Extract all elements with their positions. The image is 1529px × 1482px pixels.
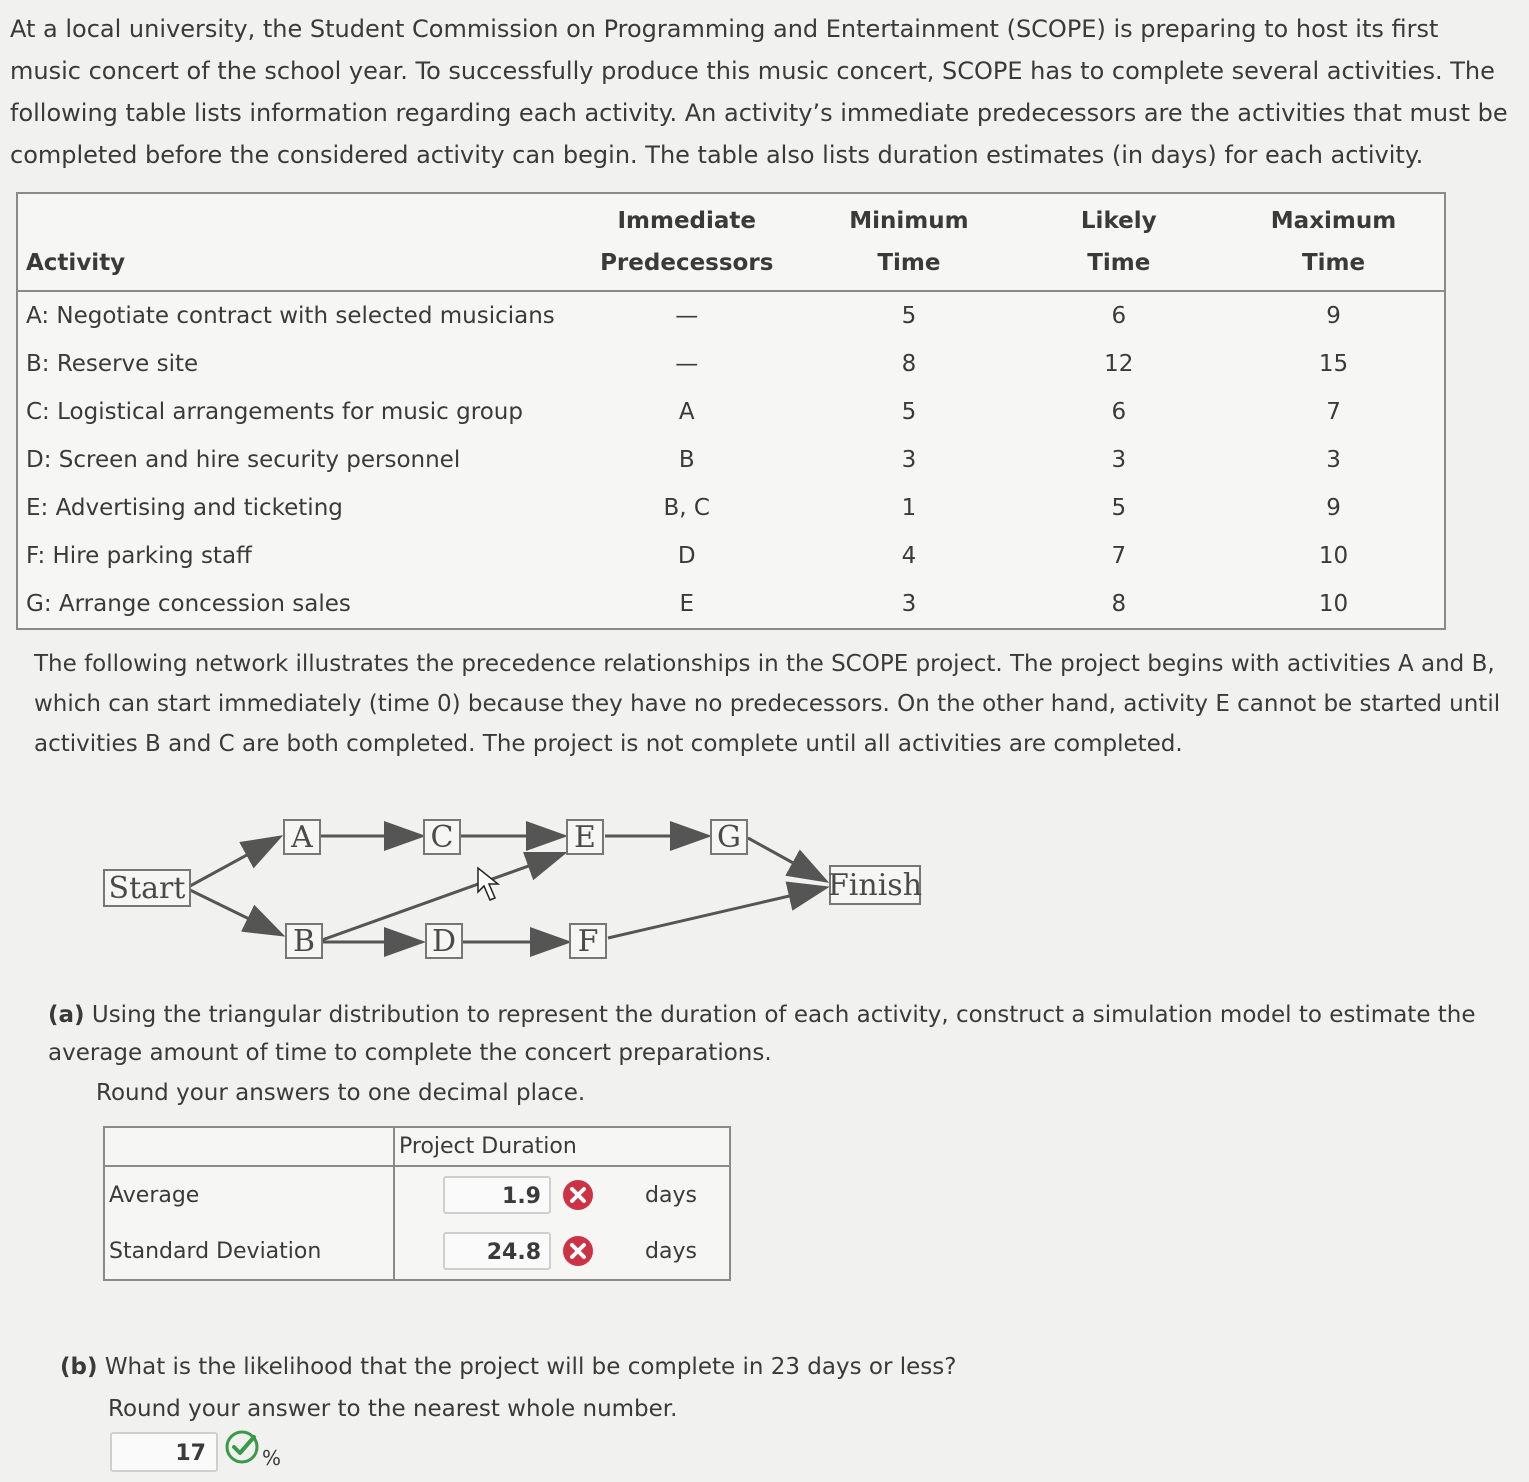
node-start-label: Start xyxy=(108,871,186,906)
node-d xyxy=(426,924,462,959)
node-e xyxy=(567,820,603,855)
header-predecessors: Immediate Predecessors xyxy=(570,193,803,291)
header-maximum: Maximum Time xyxy=(1223,193,1445,291)
std-dev-label: Standard Deviation xyxy=(109,1238,322,1264)
node-c-label: C xyxy=(430,820,454,855)
node-f xyxy=(570,924,606,959)
cell-predecessors: B xyxy=(678,447,695,473)
cell-max: 3 xyxy=(1326,447,1341,473)
part-b-question-text: What is the likelihood that the project will be complete in 23 days or less? xyxy=(104,1354,957,1380)
activity-table xyxy=(16,192,1446,630)
cell-activity: E: Advertising and ticketing xyxy=(26,495,343,521)
cell-likely: 3 xyxy=(1111,447,1127,473)
cell-min: 3 xyxy=(901,447,917,473)
cell-activity: F: Hire parking staff xyxy=(26,543,252,569)
precedence-network-diagram xyxy=(100,810,940,980)
cell-activity: G: Arrange concession sales xyxy=(26,591,351,617)
cell-activity: D: Screen and hire security personnel xyxy=(26,447,461,473)
cell-min: 5 xyxy=(901,399,917,425)
part-a-round-note: Round your answers to one decimal place. xyxy=(96,1080,586,1106)
table-row xyxy=(17,532,1445,580)
cell-min: 4 xyxy=(901,543,917,569)
cell-likely: 6 xyxy=(1111,303,1127,329)
cell-likely: 6 xyxy=(1111,399,1127,425)
cell-min: 5 xyxy=(901,303,917,329)
average-unit: days xyxy=(645,1182,697,1208)
percent-unit: % xyxy=(262,1446,282,1470)
node-start xyxy=(104,870,190,906)
cell-activity: B: Reserve site xyxy=(26,351,199,377)
cell-predecessors: D xyxy=(677,543,696,569)
cell-max: 9 xyxy=(1326,495,1341,521)
incorrect-x-icon xyxy=(562,1235,594,1267)
cell-max: 7 xyxy=(1326,399,1341,425)
edge-f-finish xyxy=(608,888,824,938)
cell-likely: 8 xyxy=(1111,591,1127,617)
average-cell xyxy=(394,1166,730,1223)
cell-max: 10 xyxy=(1318,543,1349,569)
node-f-label: F xyxy=(577,924,599,959)
average-label: Average xyxy=(109,1182,200,1208)
node-c xyxy=(424,820,460,855)
header-activity: Activity xyxy=(17,193,570,291)
std-dev-input[interactable]: 24.8 xyxy=(443,1232,551,1270)
node-a xyxy=(284,820,320,855)
likelihood-input[interactable]: 17 xyxy=(110,1432,218,1472)
part-b-round-note: Round your answer to the nearest whole number. xyxy=(108,1396,678,1422)
cell-max: 10 xyxy=(1318,591,1349,617)
node-e-label: E xyxy=(574,820,596,855)
cell-predecessors: A xyxy=(678,399,695,425)
table-row xyxy=(104,1166,730,1223)
network-description: The following network illustrates the precedence relationships in the SCOPE project. The project begins with activities A and B, which can start immediately (time 0) because they have no predecessors. On the other hand, activity E cannot be started until activities B and C are both completed. The project is not complete until all activities are completed. xyxy=(34,651,1501,757)
node-g xyxy=(711,820,747,855)
table-row xyxy=(17,388,1445,436)
mouse-cursor-icon xyxy=(478,868,498,900)
cell-min: 8 xyxy=(901,351,917,377)
cell-predecessors: B, C xyxy=(663,495,710,521)
cell-min: 3 xyxy=(901,591,917,617)
duration-header-label: Project Duration xyxy=(394,1127,730,1166)
node-finish-label: Finish xyxy=(827,868,923,903)
header-likely: Likely Time xyxy=(1014,193,1223,291)
node-finish xyxy=(828,866,922,904)
part-a-label: (a) xyxy=(48,1002,85,1028)
cell-predecessors: — xyxy=(675,351,699,377)
node-a-label: A xyxy=(291,820,313,855)
duration-header-row xyxy=(104,1127,730,1166)
table-row xyxy=(17,436,1445,484)
table-row xyxy=(104,1223,730,1280)
header-minimum: Minimum Time xyxy=(803,193,1014,291)
table-row xyxy=(17,580,1445,629)
part-b-label: (b) xyxy=(60,1354,98,1380)
part-a-question xyxy=(48,996,1488,1106)
part-a-text xyxy=(48,996,1488,1072)
cell-predecessors: — xyxy=(675,303,699,329)
cell-activity: A: Negotiate contract with selected musicians xyxy=(26,303,555,329)
average-input[interactable]: 1.9 xyxy=(443,1176,551,1214)
cell-max: 9 xyxy=(1326,303,1341,329)
std-dev-unit: days xyxy=(645,1238,697,1264)
node-b-label: B xyxy=(292,924,316,959)
part-b-question xyxy=(60,1346,956,1430)
cell-likely: 5 xyxy=(1111,495,1127,521)
correct-check-icon xyxy=(224,1429,260,1465)
intro-paragraph: At a local university, the Student Commission on Programming and Entertainment (SCOPE) is preparing to host its first music concert of the school year. To successfully produce this music concert, SCOPE has to complete several activities. The following table lists information regarding each activity. An activity’s immediate predecessors are the activities that must be completed before the considered activity can begin. The table also lists duration estimates (in days) for each activity. xyxy=(10,15,1508,169)
cell-likely: 12 xyxy=(1104,351,1134,377)
part-a-question-text: Using the triangular distribution to represent the duration of each activity, construct a simulation model to estimate the average amount of time to complete the concert preparations. xyxy=(48,1002,1476,1066)
edge-start-a xyxy=(190,838,278,886)
incorrect-x-icon xyxy=(562,1179,594,1211)
edge-g-finish xyxy=(748,838,824,880)
table-header-row xyxy=(17,193,1445,291)
part-b-answer-row xyxy=(110,1432,281,1472)
edge-start-b xyxy=(190,890,280,934)
std-dev-cell xyxy=(394,1223,730,1280)
part-b-text xyxy=(60,1346,956,1388)
node-g-label: G xyxy=(717,820,741,855)
table-row xyxy=(17,340,1445,388)
table-row xyxy=(17,291,1445,340)
cell-min: 1 xyxy=(901,495,917,521)
cell-predecessors: E xyxy=(679,591,694,617)
cell-likely: 7 xyxy=(1111,543,1127,569)
table-row xyxy=(17,484,1445,532)
duration-header-blank xyxy=(104,1127,394,1166)
cell-activity: C: Logistical arrangements for music group xyxy=(26,399,523,425)
node-d-label: D xyxy=(431,924,457,959)
cell-max: 15 xyxy=(1318,351,1349,377)
project-duration-table xyxy=(103,1126,731,1281)
node-b xyxy=(286,924,322,959)
